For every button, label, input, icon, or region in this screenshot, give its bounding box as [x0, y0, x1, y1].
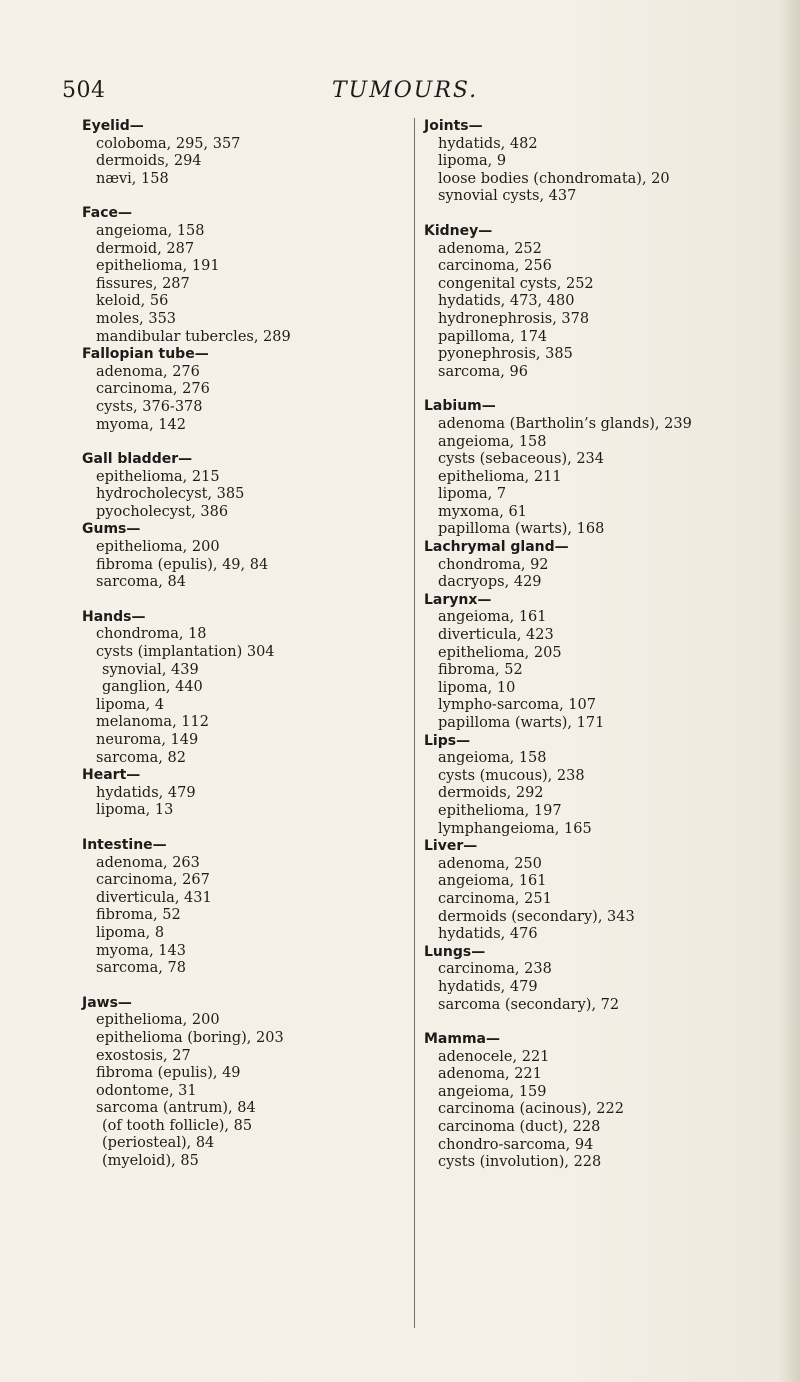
index-entry [82, 451, 372, 521]
index-entry [82, 837, 372, 978]
index-subentry: pyocholecyst, 386 [96, 503, 229, 520]
index-subentry: carcinoma (duct), 228 [438, 1119, 601, 1136]
index-subentry: neuroma, 149 [96, 732, 199, 748]
index-subentry: papilloma (warts), 168 [438, 521, 605, 538]
index-subentry: epithelioma, 215 [96, 468, 220, 485]
index-subentry: dermoids, 292 [438, 785, 544, 802]
index-subentry: fissures, 287 [96, 275, 190, 292]
index-subentry: hydatids, 476 [438, 926, 538, 943]
index-subentry: fibroma, 52 [438, 662, 523, 679]
index-subentry: sarcoma, 84 [96, 574, 186, 591]
index-subentry: epithelioma, 211 [438, 468, 562, 485]
index-subentry: fibroma (epulis), 49 [96, 1065, 241, 1082]
index-subentry: adenoma (Bartholin’s glands), 239 [438, 415, 692, 432]
index-subentry: sarcoma (antrum), 84 [96, 1100, 256, 1117]
index-subentry: keloid, 56 [96, 293, 169, 310]
index-subentry: adenoma, 276 [96, 363, 200, 380]
index-subentry: pyonephrosis, 385 [438, 346, 573, 363]
index-subentry: angeioma, 161 [438, 609, 547, 626]
index-entry [82, 995, 372, 1171]
index-subentry: ganglion, 440 [102, 679, 203, 696]
index-subentry: mandibular tubercles, 289 [96, 328, 291, 345]
index-entry [82, 609, 372, 767]
index-entry [424, 733, 776, 839]
index-subentry: chondroma, 18 [96, 626, 207, 643]
index-entry [424, 592, 776, 733]
index-heading: Heart— [82, 767, 141, 784]
index-subentry: fibroma (epulis), 49, 84 [96, 556, 269, 573]
index-heading: Lachrymal gland— [424, 539, 569, 556]
index-subentry: cysts (involution), 228 [438, 1154, 602, 1171]
index-subentry: nævi, 158 [96, 170, 169, 187]
index-subentry: angeioma, 158 [96, 222, 205, 239]
index-subentry: epithelioma, 197 [438, 802, 562, 819]
index-subentry: carcinoma, 256 [438, 258, 552, 275]
index-subentry: epithelioma (boring), 203 [96, 1029, 284, 1046]
index-heading: Intestine— [82, 836, 167, 853]
column-divider [414, 118, 415, 1328]
index-subentry: exostosis, 27 [96, 1047, 191, 1064]
index-subentry: angeioma, 159 [438, 1083, 547, 1100]
index-subentry: cysts, 376-378 [96, 398, 203, 415]
index-entry [424, 539, 776, 592]
index-entry [82, 205, 372, 346]
index-subentry: diverticula, 431 [96, 889, 212, 906]
index-subentry: myoma, 142 [96, 416, 186, 433]
index-entry [424, 223, 776, 381]
index-subentry: chondroma, 92 [438, 556, 549, 573]
index-subentry: coloboma, 295, 357 [96, 135, 241, 152]
index-subentry: myxoma, 61 [438, 503, 527, 520]
index-heading: Labium— [424, 398, 496, 415]
index-subentry: carcinoma, 238 [438, 961, 552, 978]
index-entry [424, 838, 776, 944]
index-subentry: hydatids, 482 [438, 135, 538, 152]
index-heading: Gall bladder— [82, 451, 193, 468]
index-subentry: hydatids, 479 [438, 978, 538, 995]
index-subentry: dacryops, 429 [438, 574, 542, 591]
index-subentry: angeioma, 161 [438, 873, 547, 890]
index-subentry: adenoma, 221 [438, 1066, 542, 1083]
index-subentry: lipoma, 8 [96, 924, 165, 941]
index-subentry: hydrocholecyst, 385 [96, 486, 245, 503]
index-subentry: hydatids, 473, 480 [438, 293, 575, 310]
page-edge-shadow [778, 0, 800, 1382]
index-subentry: cysts (mucous), 238 [438, 767, 585, 784]
index-heading: Lungs— [424, 943, 486, 960]
index-subentry: sarcoma, 78 [96, 960, 186, 977]
index-subentry: congenital cysts, 252 [438, 275, 594, 292]
index-heading: Liver— [424, 838, 478, 855]
index-heading: Joints— [424, 118, 483, 134]
index-heading: Gums— [82, 521, 141, 538]
index-subentry: (of tooth follicle), 85 [102, 1117, 253, 1134]
index-subentry: epithelioma, 205 [438, 644, 562, 661]
index-subentry: cysts (sebaceous), 234 [438, 451, 604, 468]
index-subentry: lympho-sarcoma, 107 [438, 697, 596, 714]
index-subentry: synovial cysts, 437 [438, 188, 577, 205]
index-heading: Kidney— [424, 222, 493, 239]
index-entry [82, 118, 372, 188]
index-subentry: diverticula, 423 [438, 627, 554, 644]
index-subentry: carcinoma, 267 [96, 872, 210, 889]
running-title: TUMOURS. [332, 78, 479, 103]
index-subentry: epithelioma, 191 [96, 258, 220, 275]
index-entry [82, 767, 372, 820]
index-subentry: adenoma, 252 [438, 240, 542, 257]
index-entry [82, 521, 372, 591]
index-entry [424, 944, 776, 1014]
index-subentry: hydatids, 479 [96, 784, 196, 801]
index-subentry: lipoma, 13 [96, 802, 174, 819]
index-subentry: epithelioma, 200 [96, 539, 220, 556]
index-heading: Larynx— [424, 591, 492, 608]
index-subentry: lipoma, 4 [96, 696, 165, 713]
index-entry [424, 1031, 776, 1172]
index-subentry: synovial, 439 [102, 661, 199, 678]
index-subentry: lymphangeioma, 165 [438, 820, 592, 837]
index-subentry: fibroma, 52 [96, 907, 181, 924]
index-subentry: sarcoma, 96 [438, 363, 528, 380]
index-subentry: dermoids (secondary), 343 [438, 908, 635, 925]
index-subentry: chondro-sarcoma, 94 [438, 1136, 594, 1153]
index-subentry: papilloma, 174 [438, 328, 548, 345]
index-heading: Hands— [82, 608, 146, 625]
index-subentry: carcinoma (acinous), 222 [438, 1101, 624, 1118]
index-subentry: melanoma, 112 [96, 714, 209, 731]
index-entry [424, 118, 776, 206]
index-subentry: lipoma, 9 [438, 153, 507, 170]
index-entry [82, 346, 372, 434]
index-heading: Mamma— [424, 1031, 501, 1048]
index-entry [424, 398, 776, 539]
index-subentry: hydronephrosis, 378 [438, 310, 590, 327]
index-heading: Jaws— [82, 994, 132, 1011]
index-subentry: lipoma, 7 [438, 486, 507, 503]
index-subentry: papilloma (warts), 171 [438, 715, 605, 731]
index-subentry: carcinoma, 251 [438, 890, 552, 907]
index-heading: Fallopian tube— [82, 346, 209, 363]
index-subentry: sarcoma (secondary), 72 [438, 996, 620, 1013]
index-subentry: carcinoma, 276 [96, 381, 210, 398]
index-subentry: odontome, 31 [96, 1082, 197, 1099]
index-subentry: (myeloid), 85 [102, 1153, 199, 1170]
index-subentry: moles, 353 [96, 310, 177, 327]
index-column-left [82, 118, 372, 1171]
page-number: 504 [62, 78, 106, 103]
index-subentry: adenoma, 263 [96, 854, 200, 871]
index-subentry: loose bodies (chondromata), 20 [438, 170, 670, 187]
index-subentry: epithelioma, 200 [96, 1012, 220, 1029]
index-subentry: cysts (implantation) 304 [96, 644, 275, 661]
index-subentry: adenoma, 250 [438, 855, 542, 872]
index-heading: Eyelid— [82, 118, 144, 134]
index-heading: Lips— [424, 732, 471, 749]
index-subentry: dermoids, 294 [96, 153, 202, 170]
index-subentry: myoma, 143 [96, 942, 186, 959]
index-subentry: lipoma, 10 [438, 679, 516, 696]
index-subentry: angeioma, 158 [438, 433, 547, 450]
index-subentry: sarcoma, 82 [96, 749, 186, 766]
index-subentry: angeioma, 158 [438, 750, 547, 767]
index-column-right [424, 118, 776, 1172]
index-subentry: (periosteal), 84 [102, 1135, 215, 1152]
index-heading: Face— [82, 205, 132, 222]
index-subentry: adenocele, 221 [438, 1048, 550, 1065]
index-subentry: dermoid, 287 [96, 240, 195, 257]
